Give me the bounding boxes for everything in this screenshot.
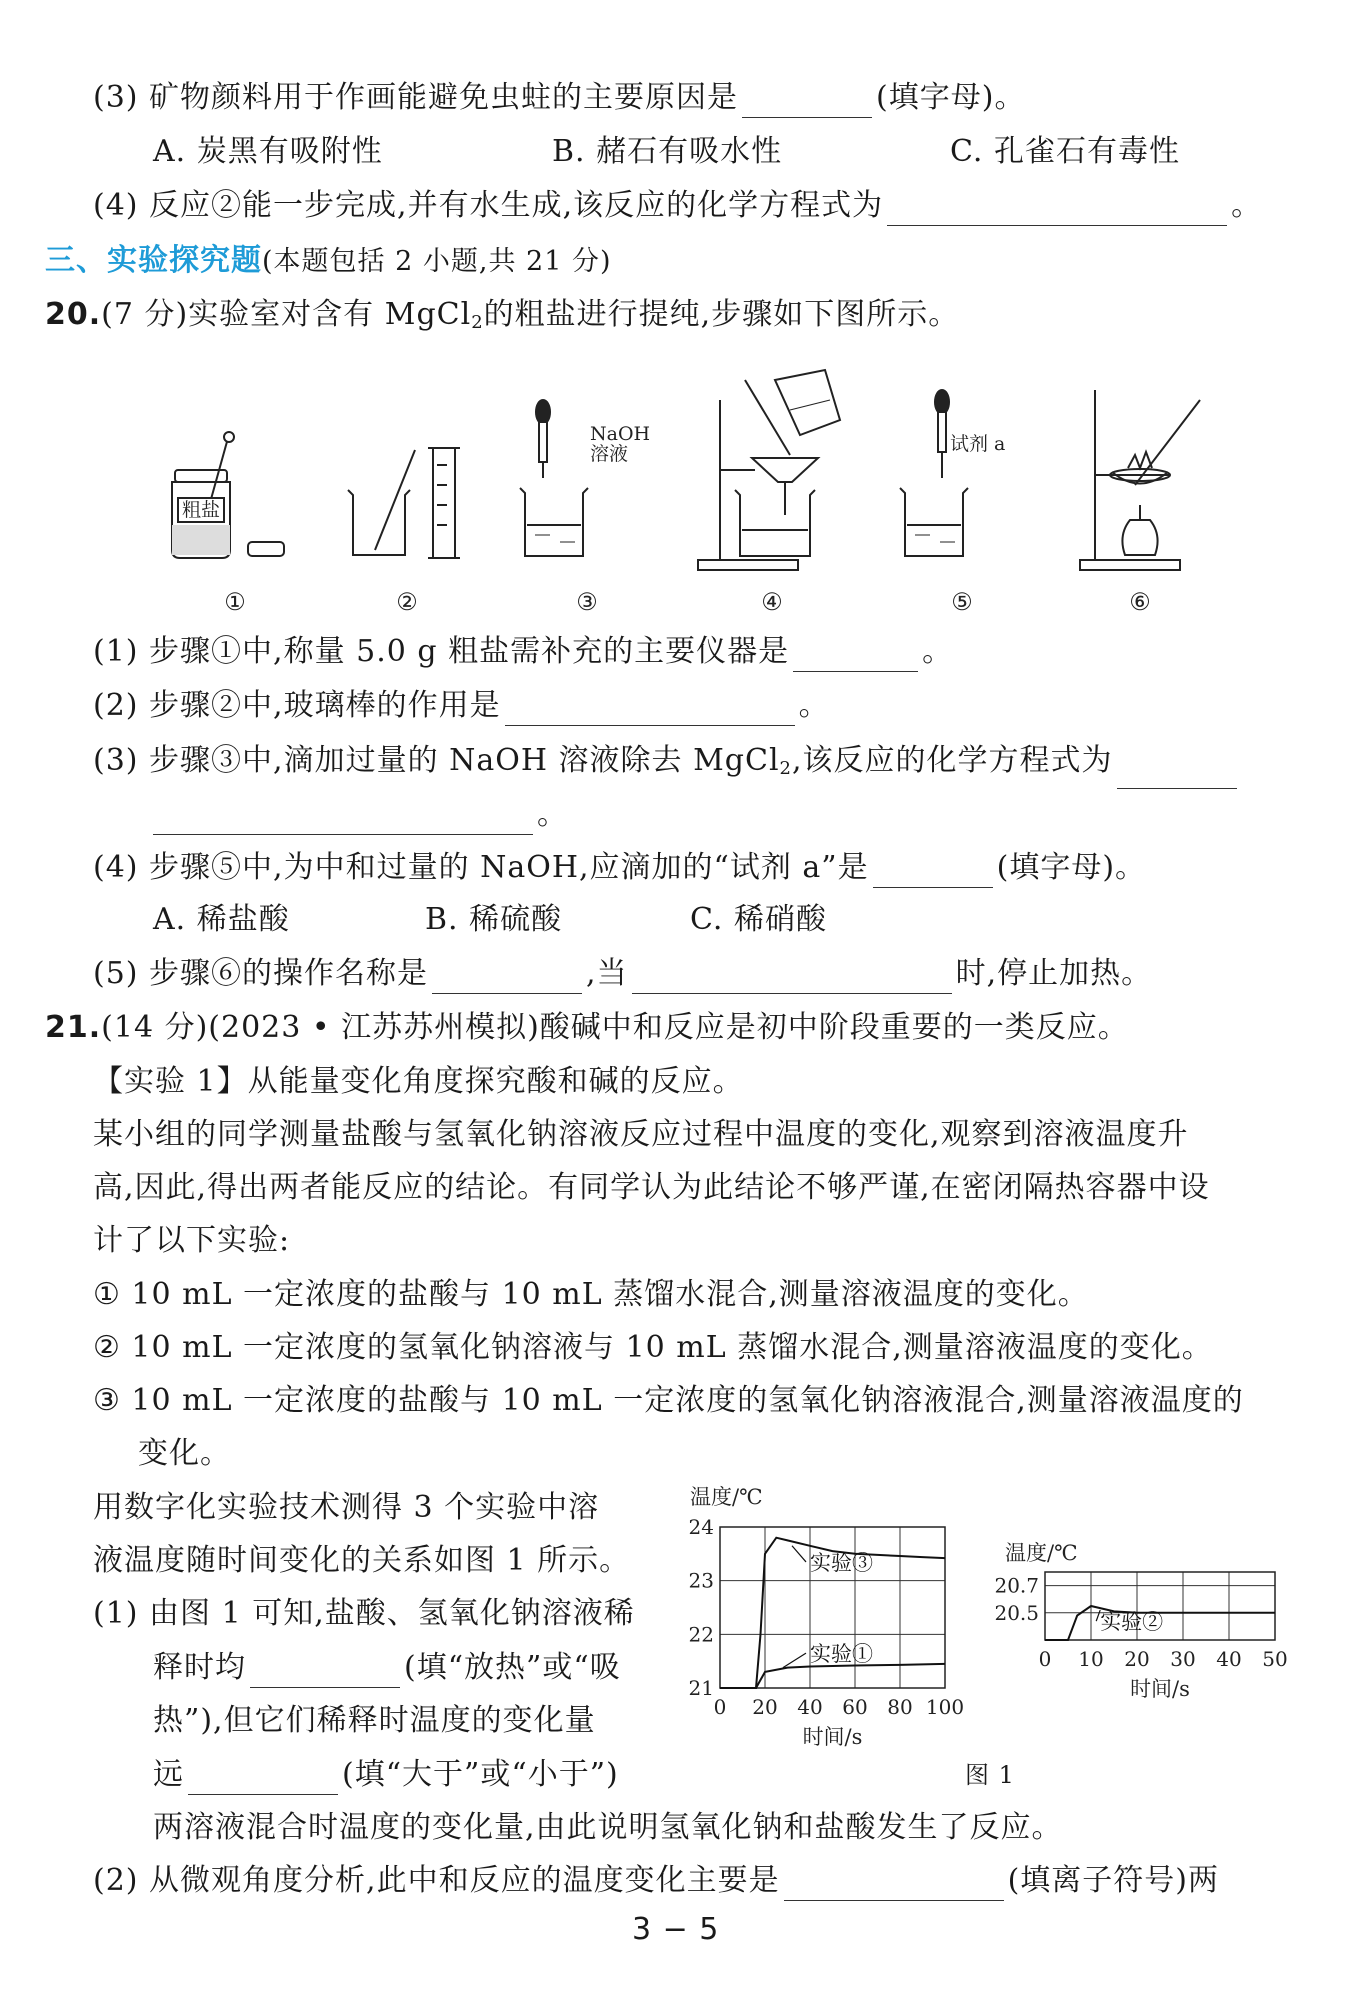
x-tick-label: 0 (1038, 1647, 1052, 1671)
q19-option-c: C. 孔雀石有毒性 (950, 134, 1180, 169)
crude-salt-jar (172, 432, 284, 558)
q21-part1-line3: 热”),但它们稀释时温度的变化量 (153, 1703, 596, 1738)
section-title: 三、实验探究题 (45, 243, 262, 278)
x-tick-label: 100 (925, 1695, 965, 1719)
q20-option-b: B. 稀硫酸 (425, 902, 563, 937)
svg-text:试剂 a: 试剂 a (950, 433, 1006, 455)
q21-paragraph: 计了以下实验: (93, 1223, 291, 1258)
series-label: 实验③ (810, 1550, 873, 1575)
answer-blank[interactable] (873, 857, 993, 888)
q21-part1-line4: 远 (填“大于”或“小于”) (153, 1755, 619, 1795)
beaker-with-rod (348, 448, 460, 558)
answer-blank[interactable] (153, 804, 533, 835)
answer-blank[interactable] (742, 87, 872, 118)
y-axis-label: 温度/℃ (1005, 1541, 1078, 1565)
answer-blank[interactable] (250, 1657, 400, 1688)
x-tick-label: 40 (797, 1695, 823, 1719)
temperature-chart-exp2 (990, 1530, 1290, 1710)
q20-part2: (2) 步骤②中,玻璃棒的作用是 。 (93, 686, 830, 726)
answer-blank[interactable] (432, 963, 582, 994)
y-tick-label: 20.5 (994, 1600, 1039, 1625)
q21-part1: (1) 由图 1 可知,盐酸、氢氧化钠溶液稀 (93, 1596, 635, 1631)
series-label: 实验② (1100, 1610, 1164, 1635)
q21-intro: 21.(14 分)(2023 • 江苏苏州模拟)酸碱中和反应是初中阶段重要的一类反应。 (45, 1010, 1129, 1045)
y-tick-label: 21 (688, 1676, 714, 1700)
q19-part4: (4) 反应②能一步完成,并有水生成,该反应的化学方程式为 。 (93, 186, 1262, 226)
x-tick-label: 60 (842, 1695, 868, 1719)
q20-part3-cont: 。 (153, 795, 568, 835)
q21-paragraph: 某小组的同学测量盐酸与氢氧化钠溶液反应过程中温度的变化,观察到溶液温度升 (93, 1117, 1189, 1152)
page-number: 3 − 5 (632, 1912, 720, 1947)
x-tick-label: 30 (1170, 1647, 1196, 1671)
answer-blank[interactable] (784, 1870, 1004, 1901)
filtration-setup (698, 370, 840, 570)
q21-part2: (2) 从微观角度分析,此中和反应的温度变化主要是 (填离子符号)两 (93, 1861, 1219, 1901)
apparatus-figure (150, 360, 1220, 620)
naoh-dropper-beaker (520, 400, 650, 556)
x-tick-label: 50 (1262, 1647, 1288, 1671)
q21-item-2: ② 10 mL 一定浓度的氢氧化钠溶液与 10 mL 蒸馏水混合,测量溶液温度的变化。 (93, 1330, 1213, 1365)
answer-blank[interactable] (188, 1764, 338, 1795)
answer-blank[interactable] (887, 195, 1227, 226)
q21-paragraph: 高,因此,得出两者能反应的结论。有同学认为此结论不够严谨,在密闭隔热容器中设 (93, 1170, 1210, 1205)
y-tick-label: 22 (688, 1622, 714, 1647)
x-tick-label: 20 (1124, 1647, 1150, 1671)
evaporation-setup (1080, 390, 1200, 570)
step-label-5: ⑤ (951, 588, 973, 616)
q21-paragraph: 液温度随时间变化的关系如图 1 所示。 (93, 1543, 631, 1578)
y-tick-label: 24 (688, 1515, 714, 1539)
q21-item-1: ① 10 mL 一定浓度的盐酸与 10 mL 蒸馏水混合,测量溶液温度的变化。 (93, 1277, 1089, 1312)
question-number: 21. (45, 1010, 102, 1045)
section-note: (本题包括 2 小题,共 21 分) (262, 246, 612, 277)
series-label: 实验① (810, 1642, 873, 1667)
q20-option-c: C. 稀硝酸 (690, 902, 827, 937)
step-label-2: ② (396, 588, 418, 616)
q19-option-a: A. 炭黑有吸附性 (153, 134, 383, 169)
reagent-dropper-beaker (900, 390, 1005, 556)
section-heading (45, 241, 612, 282)
x-tick-label: 0 (713, 1695, 727, 1719)
x-tick-label: 80 (887, 1695, 913, 1719)
step-label-6: ⑥ (1129, 588, 1151, 616)
x-tick-label: 10 (1078, 1647, 1104, 1671)
q21-part1-line2: 释时均 (填“放热”或“吸 (153, 1648, 621, 1688)
question-number: 20. (45, 297, 102, 332)
q21-item-3: ③ 10 mL 一定浓度的盐酸与 10 mL 一定浓度的氢氧化钠溶液混合,测量溶液温度的 (93, 1383, 1244, 1418)
q20-part3: (3) 步骤③中,滴加过量的 NaOH 溶液除去 MgCl$_2$,该反应的化学方程式为 (93, 741, 1241, 789)
answer-blank[interactable] (793, 641, 918, 672)
q20-intro: 20.(7 分)实验室对含有 MgCl$_2$的粗盐进行提纯,步骤如下图所示。 (45, 297, 960, 333)
q20-option-a: A. 稀盐酸 (153, 902, 290, 937)
q20-part5: (5) 步骤⑥的操作名称是 ,当 时,停止加热。 (93, 954, 1152, 994)
series-line-12 (720, 1664, 945, 1688)
answer-blank[interactable] (632, 963, 952, 994)
step-label-3: ③ (576, 588, 598, 616)
series-label-leader (783, 1653, 806, 1667)
x-tick-label: 40 (1216, 1647, 1242, 1671)
q19-option-b: B. 赭石有吸水性 (552, 134, 783, 169)
step-label-4: ④ (761, 588, 783, 616)
series-label-leader (792, 1546, 806, 1562)
step-label-1: ① (224, 588, 246, 616)
svg-text:粗盐: 粗盐 (181, 499, 221, 521)
svg-text:溶液: 溶液 (590, 443, 629, 465)
svg-text:NaOH: NaOH (590, 423, 651, 445)
q21-paragraph: 用数字化实验技术测得 3 个实验中溶 (93, 1490, 600, 1525)
x-axis-label: 时间/s (1130, 1677, 1190, 1701)
q21-exp1-heading: 【实验 1】从能量变化角度探究酸和碱的反应。 (93, 1064, 744, 1099)
answer-blank[interactable] (1117, 758, 1237, 789)
answer-blank[interactable] (505, 695, 795, 726)
y-tick-label: 20.7 (994, 1573, 1039, 1598)
q19-part3: (3) 矿物颜料用于作画能避免虫蛀的主要原因是 (填字母)。 (93, 78, 1025, 118)
y-tick-label: 23 (688, 1568, 714, 1593)
x-tick-label: 20 (752, 1695, 778, 1719)
x-axis-label: 时间/s (802, 1725, 863, 1749)
q21-part1-line5: 两溶液混合时温度的变化量,由此说明氢氧化钠和盐酸发生了反应。 (153, 1810, 1063, 1845)
q21-item-3-cont: 变化。 (138, 1436, 231, 1471)
figure-caption: 图 1 (965, 1761, 1015, 1789)
q20-part1: (1) 步骤①中,称量 5.0 g 粗盐需补充的主要仪器是 。 (93, 632, 953, 672)
q20-part4: (4) 步骤⑤中,为中和过量的 NaOH,应滴加的“试剂 a”是 (填字母)。 (93, 848, 1146, 888)
temperature-chart-exp1-exp3 (670, 1480, 1000, 1750)
y-axis-label: 温度/℃ (690, 1485, 763, 1509)
